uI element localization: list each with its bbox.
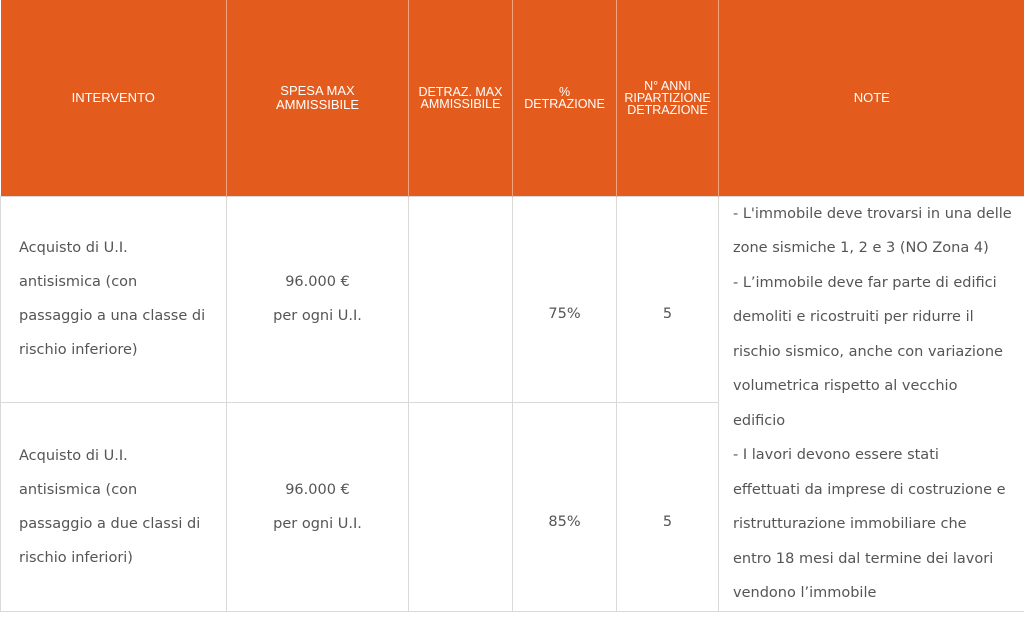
- intervento-line: passaggio a una classe di: [19, 308, 206, 325]
- note-line: vendono l’immobile: [733, 585, 877, 601]
- intervento-line: Acquisto di U.I.: [19, 447, 128, 464]
- header-row: [1, 0, 1024, 196]
- cell-percentuale: 85%: [513, 403, 617, 611]
- note-line: entro 18 mesi dal termine dei lavori: [733, 550, 994, 567]
- note-line: zone sismiche 1, 2 e 3 (NO Zona 4): [733, 240, 989, 256]
- header-detraz-max: [409, 0, 513, 196]
- header-note: [719, 0, 1024, 196]
- header-spesa-line-1: SPESA MAX: [280, 82, 355, 98]
- cell-anni: 5: [617, 403, 719, 611]
- intervento-line: Acquisto di U.I.: [19, 240, 128, 257]
- header-anni-ripartizione: [617, 0, 719, 196]
- header-perc-line-1: %: [558, 84, 571, 99]
- header-note-label: NOTE: [853, 89, 890, 105]
- cell-anni: 5: [617, 196, 719, 403]
- spesa-amount: 96.000 €: [285, 481, 350, 498]
- spesa-amount: 96.000 €: [285, 274, 350, 291]
- spesa-unit: per ogni U.I.: [273, 515, 362, 532]
- note-line: demoliti e ricostruiti per ridurre il: [733, 309, 974, 325]
- intervento-line: antisismica (con: [19, 481, 138, 498]
- header-intervento: [1, 0, 227, 196]
- note-line: ristrutturazione immobiliare che: [733, 516, 967, 532]
- header-intervento-label: INTERVENTO: [71, 89, 155, 105]
- intervento-line: rischio inferiori): [19, 549, 133, 566]
- note-line: rischio sismico, anche con variazione: [733, 343, 1003, 360]
- header-detraz-line-1: DETRAZ. MAX: [418, 84, 503, 99]
- header-perc-line-2: DETRAZIONE: [524, 96, 605, 111]
- note-line: edificio: [733, 412, 786, 429]
- cell-spesa: [227, 196, 409, 403]
- cell-spesa: [227, 403, 409, 611]
- cell-note: [719, 196, 1024, 611]
- header-anni-line-2: RIPARTIZIONE: [624, 90, 711, 105]
- cell-detraz-max: [409, 403, 513, 611]
- header-detraz-line-2: AMMISSIBILE: [420, 96, 501, 111]
- cell-intervento: [1, 403, 227, 611]
- note-line: effettuati da imprese di costruzione e: [733, 481, 1006, 498]
- note-line: - L'immobile deve trovarsi in una delle: [733, 205, 1012, 222]
- note-line: - I lavori devono essere stati: [733, 447, 939, 463]
- cell-intervento: [1, 196, 227, 403]
- table-header: [1, 0, 1024, 196]
- spesa-unit: per ogni U.I.: [273, 308, 362, 325]
- intervento-line: antisismica (con: [19, 274, 138, 291]
- table-row: [1, 196, 1024, 403]
- intervento-line: rischio inferiore): [19, 342, 138, 359]
- cell-detraz-max: [409, 196, 513, 403]
- note-lines: [733, 197, 1018, 611]
- header-spesa-max: [227, 0, 409, 196]
- cell-percentuale: 75%: [513, 196, 617, 403]
- header-anni-line-3: DETRAZIONE: [627, 102, 708, 117]
- header-spesa-line-2: AMMISSIBILE: [275, 96, 360, 112]
- table-body: [1, 196, 1024, 611]
- note-line: - L’immobile deve far parte di edifici: [733, 274, 997, 291]
- header-perc-detrazione: [513, 0, 617, 196]
- intervento-line: passaggio a due classi di: [19, 515, 201, 532]
- note-line: volumetrica rispetto al vecchio: [733, 378, 958, 394]
- header-anni-line-1: N° ANNI: [644, 78, 691, 93]
